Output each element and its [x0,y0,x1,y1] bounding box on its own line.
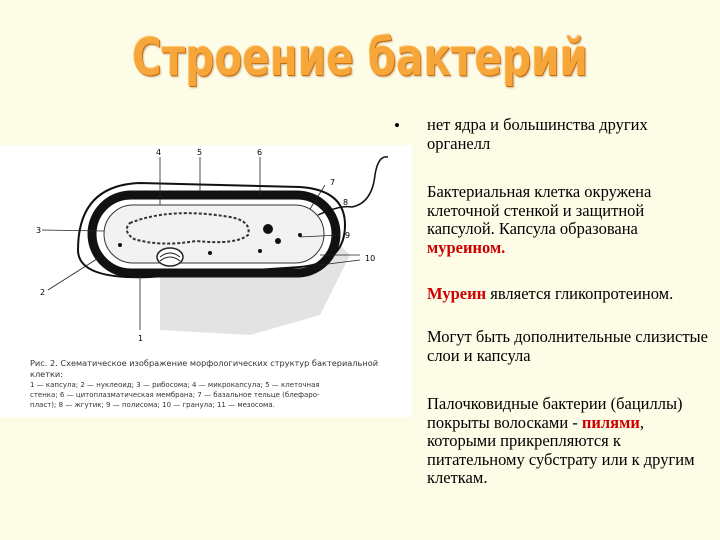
figure-legend-line-2: стенка; 6 — цитоплазматическая мембрана; 7 — базальное тельце (блефаро- [30,391,320,399]
granule [263,224,273,234]
label-10: 10 [365,254,376,263]
bacterium-diagram [0,145,412,417]
label-7: 7 [330,178,336,187]
label-2: 2 [40,288,46,297]
figure-legend-line-1: 1 — капсула; 2 — нуклеоид; 3 — рибосома; 4 — микрокапсула; 5 — клеточная [30,381,320,389]
text-no-nucleus: нет ядра и большинства других органелл [427,115,648,153]
figure-caption: Рис. 2. Схематическое изображение морфологических структур бактериальной клетки: [30,358,379,379]
text-extra-layers: Могут быть дополнительные слизистые слои и капсула [427,327,708,365]
pili-word: пилями [581,412,640,432]
text-cell-wall-capsule [427,183,712,257]
murein-description: является гликопротеином. [486,284,674,303]
text-murein [427,285,712,304]
figure-legend-line-3: пласт); 8 — жгутик; 9 — полисома; 10 — гранула; 11 — мезосома. [30,401,275,409]
label-6: 6 [257,148,263,157]
label-5: 5 [197,148,203,157]
label-9: 9 [345,231,351,240]
cytoplasm [104,205,324,263]
text-pili [427,395,712,488]
label-3: 3 [36,226,42,235]
murein-title: Муреин [427,284,487,303]
label-4: 4 [156,148,162,157]
slide-title: Строение бактерий [132,28,588,88]
pili-intro: Палочковидные бактерии (бациллы) покрыты волосками - [427,394,683,432]
label-1: 1 [138,334,144,343]
bullet-marker: • [394,116,400,135]
text-capsule: Бактериальная клетка окружена клеточной стенкой и защитной капсулой. Капсула образована [427,182,652,238]
label-8: 8 [343,198,349,207]
murein-word: муреином. [427,237,506,257]
pili-rest: , которыми прикрепляются к питательному субстрату или к другим клеткам. [427,412,695,487]
